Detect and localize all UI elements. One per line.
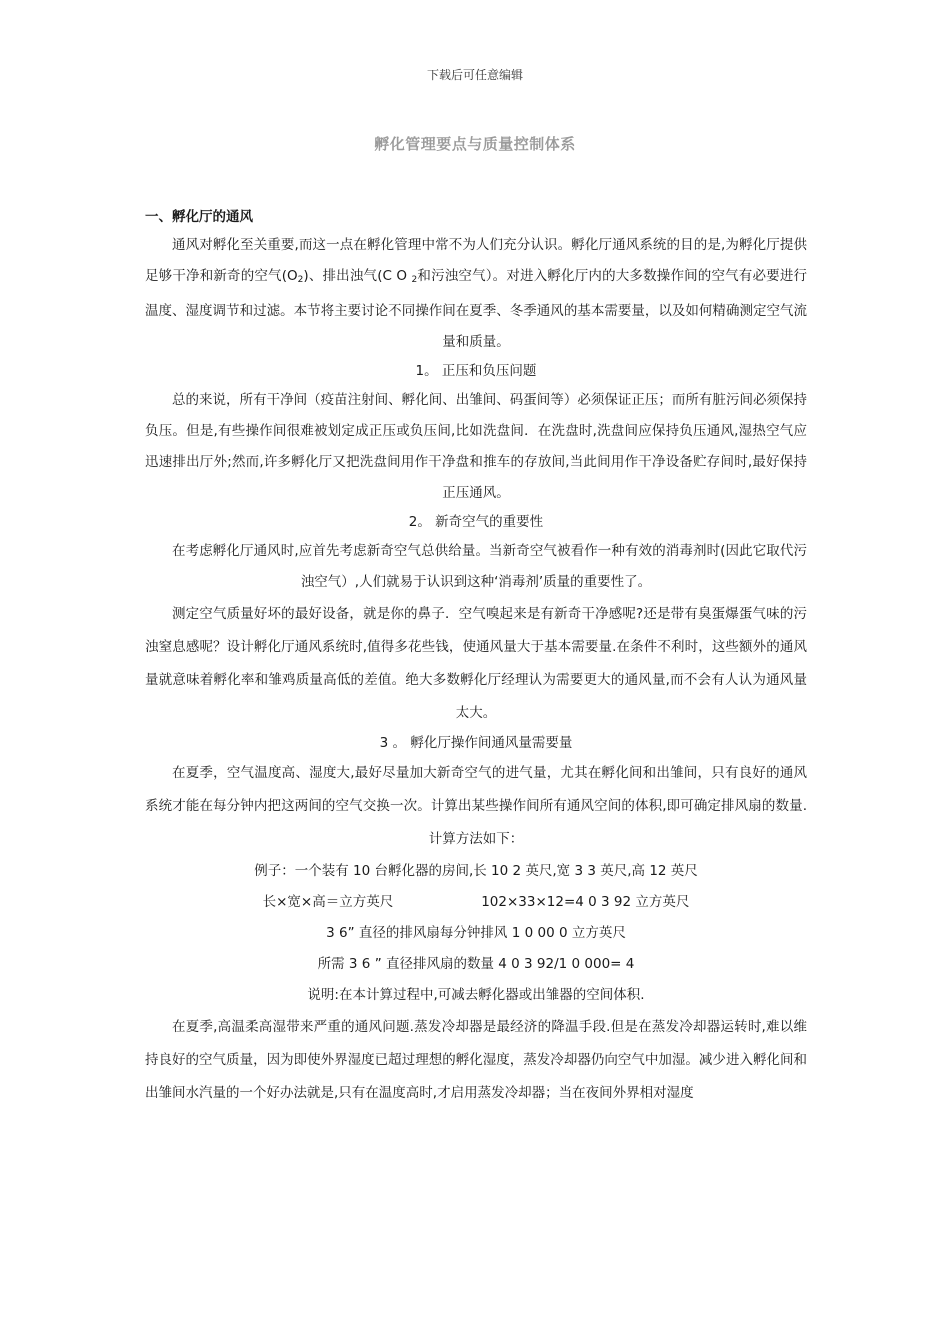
paragraph-ventilation-need: 在夏季，空气温度高、湿度大,最好尽量加大新奇空气的进气量，尤其在孵化间和出雏间，只有良好的通风系统才能在每分钟内把这两间的空气交换一次。计算出某些操作间所有通风空间的体积,即可确定排风扇的数量.计算方法如下： bbox=[145, 765, 807, 847]
formula-line: 长×宽×高＝立方英尺 102×33×12=4 0 3 92 立方英尺 bbox=[262, 894, 690, 910]
fan-count-line: 所需 3 6 ” 直径排风扇的数量 4 0 3 92/1 0 000= 4 bbox=[317, 956, 635, 972]
subheading-ventilation-need: 3 。 孵化厅操作间通风量需要量 bbox=[379, 735, 573, 751]
document-body bbox=[145, 206, 807, 1110]
fan-capacity-line: 3 6” 直径的排风扇每分钟排风 1 0 00 0 立方英尺 bbox=[326, 925, 626, 941]
subheading-pressure: 1。 正压和负压问题 bbox=[415, 363, 537, 379]
example-line: 例子：一个装有 10 台孵化器的房间,长 10 2 英尺,宽 3 3 英尺,高 12 英尺 bbox=[254, 863, 698, 879]
paragraph-pressure: 总的来说，所有干净间（疫苗注射间、孵化间、出雏间、码蛋间等）必须保证正压；而所有脏污间必须保持负压。但是,有些操作间很难被划定成正压或负压间,比如洗盘间．在洗盘时,洗盘间应保持负压通风,湿热空气应迅速排出厅外;然而,许多孵化厅又把洗盘间用作干净盘和推车的存放间,当此间用作干净设备贮存间时,最好保持正压通风。 bbox=[145, 392, 807, 501]
paragraph-fresh-air-2: 测定空气质量好坏的最好设备，就是你的鼻子．空气嗅起来是有新奇干净感呢?还是带有臭蛋爆蛋气味的污浊窒息感呢？设计孵化厅通风系统时,值得多花些钱，使通风量大于基本需要量.在条件不利时，这些额外的通风量就意味着孵化率和雏鸡质量高低的差值。绝大多数孵化厅经理认为需要更大的通风量,而不会有人认为通风量太大。 bbox=[145, 606, 807, 721]
header-note: 下载后可任意编辑 bbox=[426, 68, 523, 82]
page-title: 孵化管理要点与质量控制体系 bbox=[374, 135, 576, 153]
paragraph-fresh-air-1: 在考虑孵化厅通风时,应首先考虑新奇空气总供给量。当新奇空气被看作一种有效的消毒剂时(因此它取代污浊空气）,人们就易于认识到这种‘消毒剂’质量的重要性了。 bbox=[172, 543, 807, 590]
section-heading: 一、孵化厅的通风 bbox=[145, 209, 253, 225]
subheading-fresh-air: 2。 新奇空气的重要性 bbox=[408, 514, 544, 530]
paragraph-intro: 通风对孵化至关重要,而这一点在孵化管理中常不为人们充分认识。孵化厅通风系统的目的是,为孵化厅提供足够干净和新奇的空气$(O_2)$、排出浊气(C O $_2$和污浊空气）。对进入孵化厅内的大多数操作间的空气有必要进行温度、湿度调节和过滤。本节将主要讨论不同操作间在夏季、冬季通风的基本需要量，以及如何精确测定空气流量和质量。 bbox=[145, 237, 808, 350]
paragraph-summer: 在夏季,高温柔高湿带来严重的通风问题.蒸发冷却器是最经济的降温手段.但是在蒸发冷却器运转时,难以维持良好的空气质量，因为即使外界湿度已超过理想的孵化湿度，蒸发冷却器仍向空气中加湿。减少进入孵化间和出雏间水汽量的一个好办法就是,只有在温度高时,才启用蒸发冷却器；当在夜间外界相对湿度 bbox=[145, 1019, 807, 1101]
note-line: 说明:在本计算过程中,可减去孵化器或出雏器的空间体积. bbox=[307, 987, 645, 1003]
